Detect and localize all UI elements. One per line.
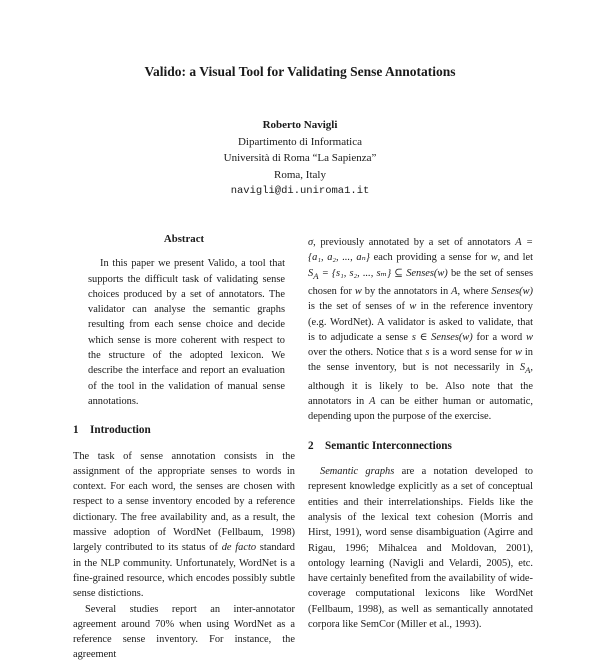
validation-paragraph: σ, previously annotated by a set of annotators A = {a₁, a₂, ..., aₙ} each providing a sense for w, and let $S_A = \{s_1$, s₂, ..., sₘ} ⊆ Senses(w) be the set of senses chosen for w by the annotators in A, where Senses(w) is the set of senses of w in the reference inventory (e.g. WordNet). A validator is asked to validate, that is to adjudicate a sense s ∈ Senses(w) for a word w over the others. Notice that s is a word sense for w in the sense inventory, but is not necessarily in $S_A$, although it is likely to be. Also note that the annotators in A can be either human or automatic, depending upon the purpose of the exercise. [308,237,534,423]
section-title: Semantic Interconnections [325,439,452,452]
right-column [308,235,533,632]
author-email: navigli@di.uniroma1.it [230,185,370,197]
author-name: Roberto Navigli [262,119,338,131]
section-heading-semantic-interconnections [308,439,533,454]
section-number: 2 [308,439,314,452]
section-title: Introduction [90,424,151,437]
abstract-text: In this paper we present Valido, a tool that supports the difficult task of validating sense choices produced by a set of annotators. The validator can analyse the semantic graphs resulting from each sense choice and decide which sense is more coherent with respect to the structure of the adopted lexicon. We describe the interface and report an evaluation of the tool in the validation of manual sense annotations. [88,258,285,407]
section-heading-introduction [73,423,295,438]
abstract-heading: Abstract [163,233,205,245]
left-column [73,232,295,663]
paper-title: Valido: a Visual Tool for Validating Sense Annotations [144,64,456,79]
author-city: Roma, Italy [274,168,326,181]
author-university: Università di Roma “La Sapienza” [223,152,377,164]
intro-paragraph-1: The task of sense annotation consists in the assignment of the appropriate senses to words in context. For each word, the senses are chosen with respect to a sense inventory encoded by a reference dictionary. The free availability and, as a result, the massive adoption of WordNet (Fellbaum, 1998) largely contributed to its status of de facto standard in the NLP community. Unfortunately, WordNet is a fine-grained resource, which encodes possibly subtle sense distictions. [73,450,295,600]
author-department: Dipartimento di Informatica [237,135,362,148]
author-block [0,117,600,200]
semantic-paragraph: Semantic graphs are a notation developed to represent knowledge explicitly as a set of conceptual entities and their interrelationships. Fields like the analysis of the lexical text cohesion (Morris and Hirst, 1991), word sense disambiguation (Agirre and Rigau, 1996; Mihalcea and Moldovan, 2001), ontology learning (Navigli and Velardi, 2005), etc. have certainly benefited from the availability of wide-coverage computational lexicons like WordNet (Fellbaum, 1998), as well as semantically annotated corpora like SemCor (Miller et al., 1993). [308,466,533,630]
section-number: 1 [73,424,79,437]
intro-paragraph-2: Several studies report an inter-annotator agreement around 70% when using WordNet as a reference sense inventory. For instance, the agreement [73,603,295,661]
